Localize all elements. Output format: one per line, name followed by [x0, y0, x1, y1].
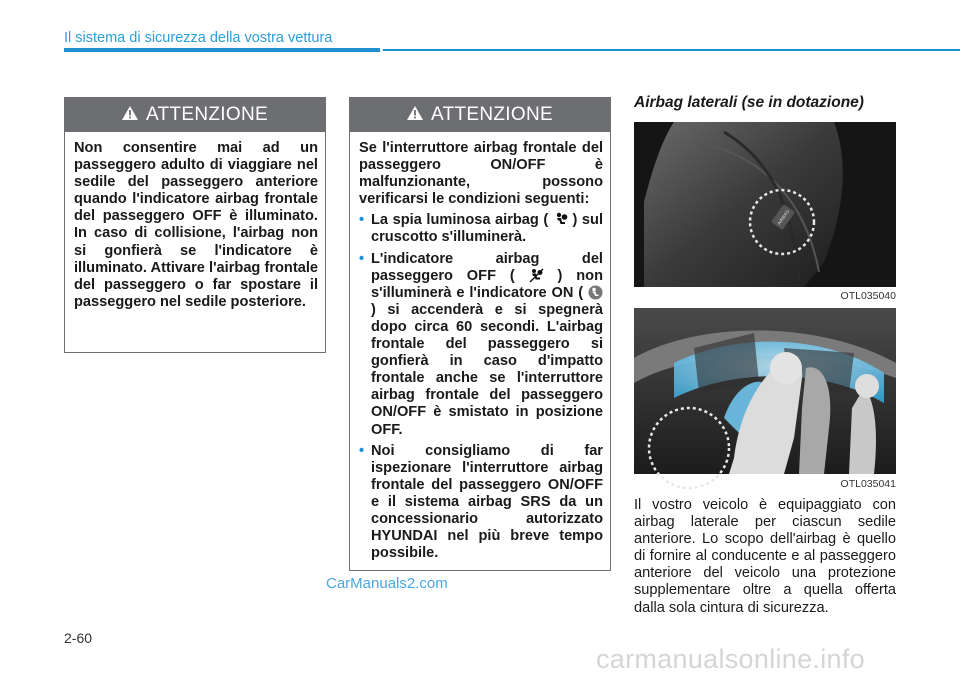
figure-code: OTL035040 — [840, 290, 896, 302]
warning-bullet — [359, 212, 603, 246]
section-body: Il vostro veicolo è equipaggiato con airbag laterale per ciascun sedile anteriore. Lo scopo dell'airbag è quello di fornire al conducente e al passeggero anteriore del veicolo una protezione supplementare oltre a quella offerta dalla sola cintura di sicurezza. — [634, 497, 896, 616]
passenger-airbag-on-icon — [588, 285, 603, 300]
warning-bullet — [359, 251, 603, 439]
bullet-text: ) sul cruscotto s'illuminerà. — [371, 212, 604, 246]
warning-heading: ATTENZIONE — [431, 104, 553, 125]
warning-bullet — [359, 443, 603, 563]
page-header-title: Il sistema di sicurezza della vostra vettura — [64, 30, 333, 46]
warning-triangle-icon — [407, 104, 423, 126]
side-airbag-deployment-figure — [634, 308, 896, 494]
warning-triangle-icon — [122, 104, 138, 126]
bullet-text: ) non s'illuminerà e l'indicatore ON ( — [371, 267, 603, 301]
warning-box-right — [349, 97, 611, 571]
page-number: 2-60 — [64, 630, 93, 646]
warning-text: Non consentire mai ad un passeggero adulto di viaggiare nel sedile del passeggero anteriore quando l'indicatore airbag frontale del passeggero OFF è illuminato. In caso di collisione, l'airbag non si gonfierà se l'indicatore è illuminato. Attivare l'airbag frontale del passeggero o far spostare il passeggero nel sedile posteriore. — [74, 140, 318, 310]
side-airbag-seat-figure — [634, 122, 896, 307]
watermark-bottom: carmanualsonline.info — [596, 644, 865, 674]
bullet-text: L'indicatore airbag del passeggero OFF ( — [371, 250, 603, 284]
header-rule-thick — [64, 48, 380, 52]
bullet-text: La spia luminosa airbag ( — [371, 212, 549, 229]
section-title: Airbag laterali (se in dotazione) — [634, 94, 864, 111]
passenger-airbag-off-icon — [529, 268, 544, 283]
watermark-top: CarManuals2.com — [326, 575, 448, 592]
warning-header — [350, 98, 610, 132]
warning-box-left — [64, 97, 326, 353]
bullet-text: Noi consigliamo di far ispezionare l'interruttore airbag frontale del passeggero ON/OFF e il sistema airbag SRS da un concessionario autorizzato HYUNDAI nel più breve tempo possibile. — [371, 442, 603, 562]
header-rule-thin — [383, 49, 960, 51]
airbag-warning-light-icon — [553, 212, 568, 227]
warning-intro: Se l'interruttore airbag frontale del passeggero ON/OFF è malfunzionante, possono verificarsi le condizioni seguenti: — [359, 140, 603, 208]
figure-code: OTL035041 — [840, 478, 896, 490]
bullet-text: ) si accenderà e si spegnerà dopo circa 60 secondi. L'airbag frontale del passeggero si gonfierà in caso d'impatto frontale anche se l'interruttore airbag frontale del passeggero ON/OFF è smistato in posizione OFF. — [371, 301, 603, 438]
warning-heading: ATTENZIONE — [146, 104, 268, 125]
airbag-seat-label: AIRBAG — [776, 208, 791, 226]
warning-header — [65, 98, 325, 132]
